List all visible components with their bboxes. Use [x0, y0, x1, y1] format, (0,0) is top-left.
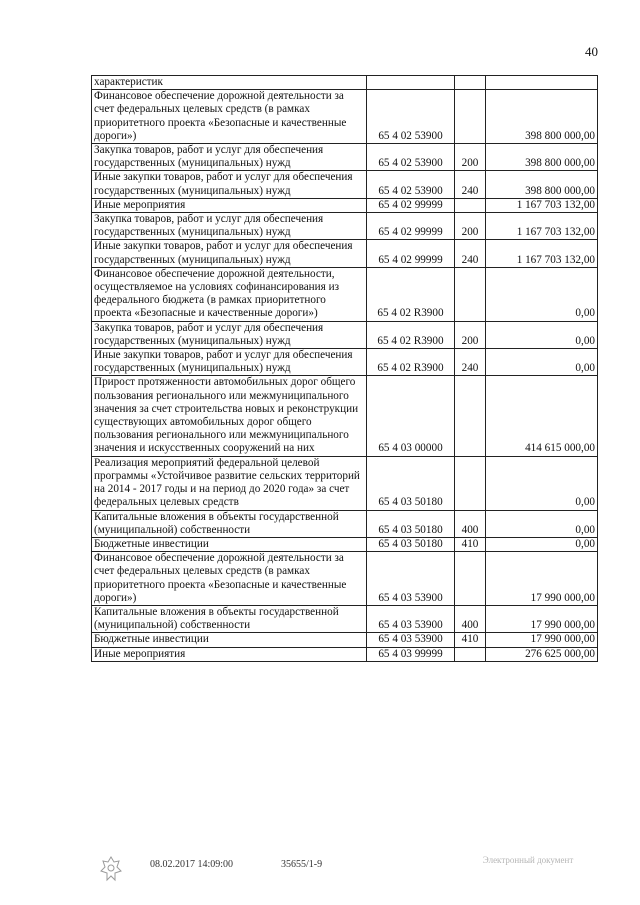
table-row — [92, 647, 598, 661]
row-code: 65 4 03 53900 — [367, 552, 455, 606]
row-expense-type: 200 — [455, 321, 486, 348]
row-expense-type: 240 — [455, 349, 486, 376]
row-amount: 0,00 — [486, 510, 598, 537]
row-amount: 1 167 703 132,00 — [486, 240, 598, 267]
row-name: Закупка товаров, работ и услуг для обеспечения государственных (муниципальных) нужд — [92, 144, 367, 171]
row-code: 65 4 02 53900 — [367, 90, 455, 144]
row-code: 65 4 02 R3900 — [367, 267, 455, 321]
emblem-icon — [100, 856, 122, 882]
row-name: Прирост протяженности автомобильных дорог общего пользования регионального или межмуниципального значения за счет строительства новых и реконструкции существующих автомобильных дорог общего пользования регионального или межмуниципального значения и искусственных сооружений на них — [92, 376, 367, 456]
row-name: Финансовое обеспечение дорожной деятельности за счет федеральных целевых средств (в рамках приоритетного проекта «Безопасные и качественные дороги») — [92, 552, 367, 606]
table-row — [92, 456, 598, 510]
table-row — [92, 321, 598, 348]
row-code: 65 4 03 00000 — [367, 376, 455, 456]
table-body — [92, 76, 598, 662]
row-code: 65 4 02 99999 — [367, 198, 455, 212]
row-amount: 414 615 000,00 — [486, 376, 598, 456]
row-expense-type: 410 — [455, 537, 486, 551]
row-name: Реализация мероприятий федеральной целевой программы «Устойчивое развитие сельских территорий на 2014 - 2017 годы и на период до 2020 года» за счет федеральных целевых средств — [92, 456, 367, 510]
row-amount: 398 800 000,00 — [486, 171, 598, 198]
row-expense-type — [455, 198, 486, 212]
row-name: Иные мероприятия — [92, 647, 367, 661]
row-name: Иные закупки товаров, работ и услуг для обеспечения государственных (муниципальных) нужд — [92, 349, 367, 376]
footer-doc-number: 35655/1-9 — [281, 859, 323, 870]
table-row — [92, 605, 598, 632]
table-row — [92, 552, 598, 606]
table-row — [92, 633, 598, 647]
row-expense-type: 200 — [455, 144, 486, 171]
row-amount: 398 800 000,00 — [486, 90, 598, 144]
row-code: 65 4 02 R3900 — [367, 349, 455, 376]
row-expense-type — [455, 376, 486, 456]
row-code: 65 4 03 50180 — [367, 510, 455, 537]
row-amount: 0,00 — [486, 321, 598, 348]
row-code: 65 4 02 99999 — [367, 213, 455, 240]
row-amount: 1 167 703 132,00 — [486, 213, 598, 240]
row-expense-type — [455, 456, 486, 510]
row-name: Финансовое обеспечение дорожной деятельности за счет федеральных целевых средств (в рамках приоритетного проекта «Безопасные и качественные дороги») — [92, 90, 367, 144]
row-name: Иные закупки товаров, работ и услуг для обеспечения государственных (муниципальных) нужд — [92, 171, 367, 198]
table-row — [92, 213, 598, 240]
row-code: 65 4 02 99999 — [367, 240, 455, 267]
row-expense-type: 400 — [455, 510, 486, 537]
row-name: Иные закупки товаров, работ и услуг для обеспечения государственных (муниципальных) нужд — [92, 240, 367, 267]
row-amount: 1 167 703 132,00 — [486, 198, 598, 212]
row-name: Бюджетные инвестиции — [92, 633, 367, 647]
row-name: Закупка товаров, работ и услуг для обеспечения государственных (муниципальных) нужд — [92, 321, 367, 348]
footer-date: 08.02.2017 14:09:00 — [150, 859, 234, 870]
row-name: Капитальные вложения в объекты государственной (муниципальной) собственности — [92, 510, 367, 537]
row-amount: 17 990 000,00 — [486, 552, 598, 606]
margin-scan-artifact — [2, 60, 8, 880]
table-row — [92, 144, 598, 171]
row-expense-type — [455, 267, 486, 321]
table-row — [92, 267, 598, 321]
table-row — [92, 376, 598, 456]
row-amount: 17 990 000,00 — [486, 605, 598, 632]
row-code: 65 4 02 53900 — [367, 171, 455, 198]
row-code: 65 4 02 53900 — [367, 144, 455, 171]
row-expense-type: 240 — [455, 240, 486, 267]
row-amount — [486, 76, 598, 90]
page-number: 40 — [585, 44, 598, 59]
row-name: Закупка товаров, работ и услуг для обеспечения государственных (муниципальных) нужд — [92, 213, 367, 240]
row-amount: 0,00 — [486, 349, 598, 376]
row-expense-type: 400 — [455, 605, 486, 632]
row-name: Финансовое обеспечение дорожной деятельности, осуществляемое на условиях софинансирования из федерального бюджета (в рамках приоритетного проекта «Безопасные и качественные дороги») — [92, 267, 367, 321]
row-expense-type: 410 — [455, 633, 486, 647]
row-code: 65 4 03 99999 — [367, 647, 455, 661]
table-row — [92, 171, 598, 198]
footer-stamp: Электронный документ — [482, 855, 574, 865]
table-row — [92, 90, 598, 144]
row-code: 65 4 03 50180 — [367, 537, 455, 551]
row-expense-type — [455, 90, 486, 144]
budget-table — [91, 75, 598, 662]
row-name: Бюджетные инвестиции — [92, 537, 367, 551]
row-code — [367, 76, 455, 90]
table-row — [92, 510, 598, 537]
table-row — [92, 76, 598, 90]
row-name: Капитальные вложения в объекты государственной (муниципальной) собственности — [92, 605, 367, 632]
row-code: 65 4 03 53900 — [367, 633, 455, 647]
row-expense-type — [455, 552, 486, 606]
row-amount: 17 990 000,00 — [486, 633, 598, 647]
row-name: Иные мероприятия — [92, 198, 367, 212]
row-name: характеристик — [92, 76, 367, 90]
table-row — [92, 240, 598, 267]
row-expense-type: 200 — [455, 213, 486, 240]
table-row — [92, 349, 598, 376]
row-amount: 398 800 000,00 — [486, 144, 598, 171]
row-amount: 0,00 — [486, 267, 598, 321]
row-expense-type: 240 — [455, 171, 486, 198]
row-code: 65 4 02 R3900 — [367, 321, 455, 348]
row-code: 65 4 03 50180 — [367, 456, 455, 510]
row-amount: 0,00 — [486, 456, 598, 510]
table-row — [92, 198, 598, 212]
row-amount: 276 625 000,00 — [486, 647, 598, 661]
row-code: 65 4 03 53900 — [367, 605, 455, 632]
table-row — [92, 537, 598, 551]
row-amount: 0,00 — [486, 537, 598, 551]
row-expense-type — [455, 76, 486, 90]
row-expense-type — [455, 647, 486, 661]
